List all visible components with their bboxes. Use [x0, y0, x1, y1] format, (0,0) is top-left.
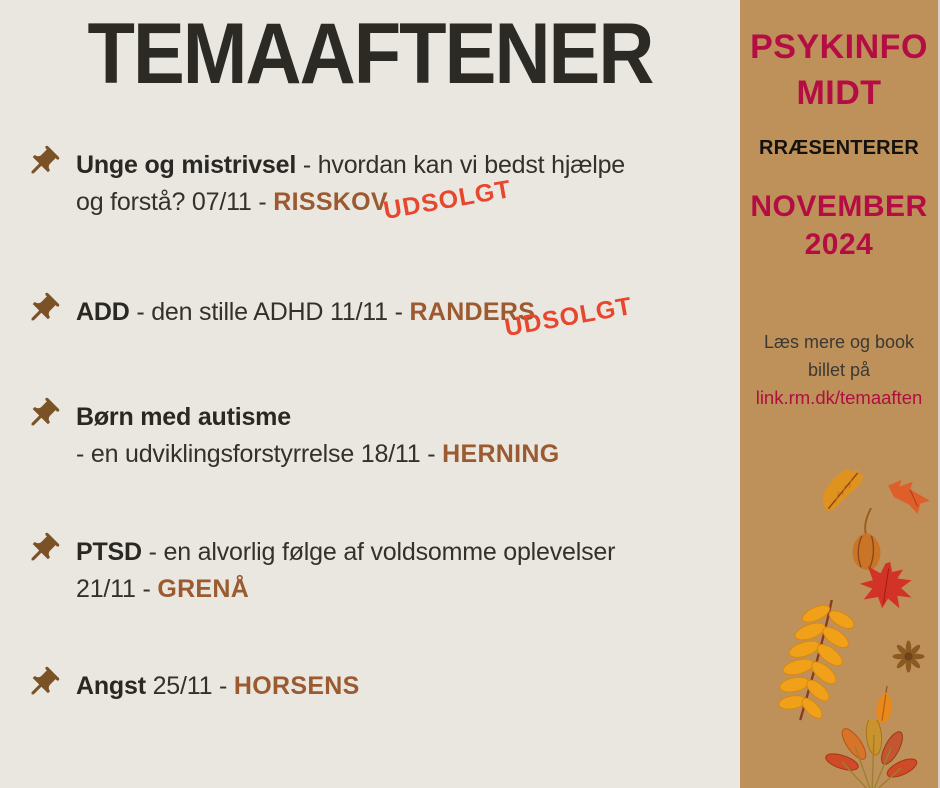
event-title: Angst [76, 672, 153, 700]
event-text [76, 668, 360, 705]
event-description: - den stille ADHD 11/11 - [129, 298, 410, 326]
event-title: ADD [76, 298, 130, 326]
event-description: 25/11 - [152, 672, 234, 700]
cta-line2: billet på [807, 360, 871, 380]
event-title: PTSD [76, 538, 142, 566]
cta-line1: Læs mere og book [763, 332, 915, 352]
brand-name [740, 24, 938, 116]
brand-line1: PSYKINFO [750, 28, 928, 66]
event-title: Unge og mistrivsel [76, 151, 297, 179]
event-description: - en alvorlig følge af voldsomme oplevelser [141, 538, 616, 566]
event-item [24, 147, 625, 221]
event-description: - hvordan kan vi bedst hjælpe [296, 151, 625, 179]
date-block [740, 188, 938, 264]
year-label: 2024 [804, 228, 874, 261]
event-item [24, 294, 535, 331]
event-location: HORSENS [233, 672, 360, 700]
pushpin-icon [24, 291, 61, 328]
soldout-stamp: UDSOLGT [502, 292, 635, 343]
event-item [24, 534, 615, 608]
pushpin-icon [24, 396, 61, 433]
soldout-stamp: UDSOLGT [381, 175, 514, 226]
poster-title: TEMAAFTENER [87, 5, 653, 102]
pushpin-icon [24, 531, 61, 568]
brand-line2: MIDT [796, 74, 882, 112]
pushpin-icon [24, 144, 61, 181]
event-title: Børn med autisme [76, 403, 291, 431]
cta-text [740, 328, 938, 384]
pushpin-icon [24, 665, 61, 702]
event-description: - en udviklingsforstyrrelse 18/11 - [76, 440, 443, 468]
event-text [76, 534, 615, 608]
event-item [24, 399, 560, 473]
presents-label: RRÆSENTERER [759, 137, 919, 159]
event-location: RISSKOV [273, 188, 388, 216]
event-location: HERNING [442, 440, 560, 468]
event-description: 21/11 - [76, 575, 158, 603]
event-text [76, 147, 625, 221]
booking-url: link.rm.dk/temaaften [755, 387, 923, 408]
sidebar [740, 0, 940, 788]
event-item [24, 668, 360, 705]
event-description: og forstå? 07/11 - [76, 188, 274, 216]
event-text [76, 399, 560, 473]
event-location: GRENÅ [157, 575, 250, 603]
event-location: RANDERS [409, 298, 536, 326]
event-text [76, 294, 535, 331]
month-label: NOVEMBER [750, 190, 928, 223]
